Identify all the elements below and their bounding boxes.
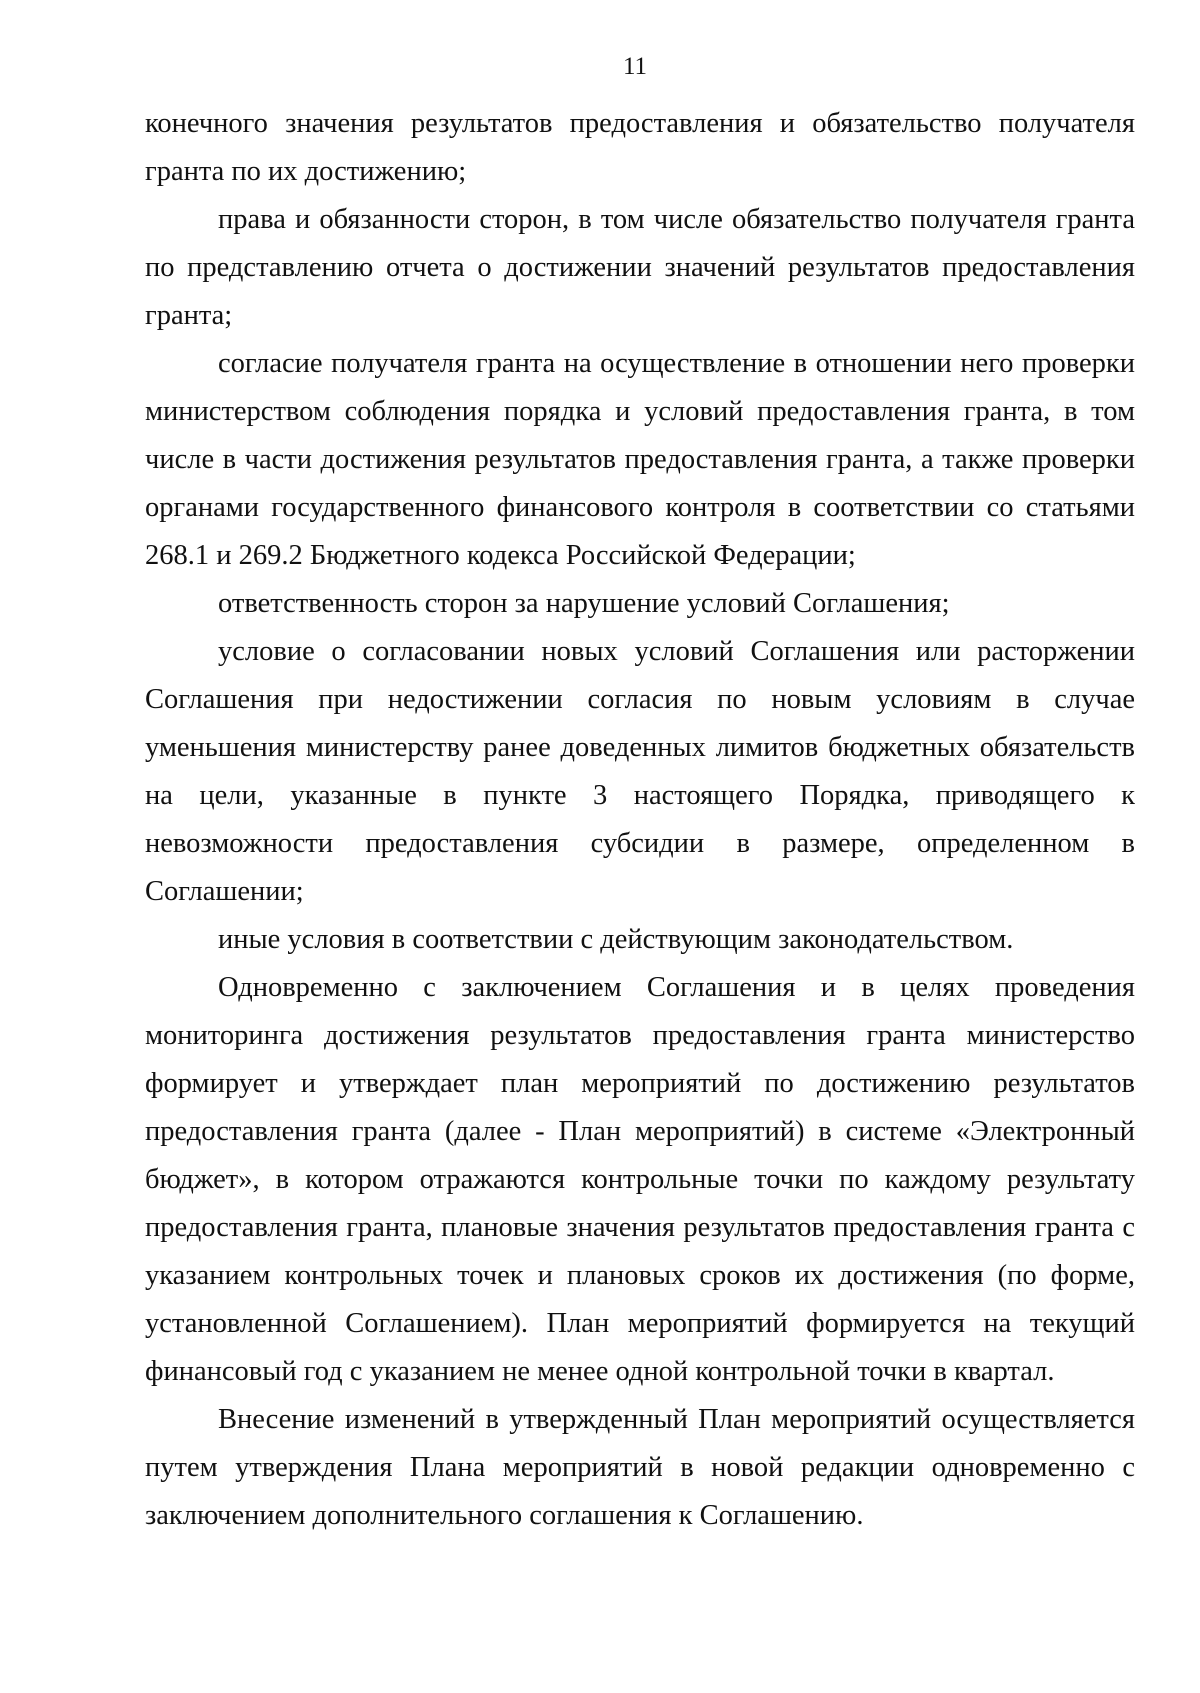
paragraph-plan-amendments: Внесение изменений в утвержденный План мероприятий осуществляется путем утверждения Плана мероприятий в новой редакции одновременно с заключением дополнительного соглашения к Соглашению. <box>145 1404 1135 1531</box>
paragraph-monitoring-plan: Одновременно с заключением Соглашения и в целях проведения мониторинга достижения результатов предоставления гранта министерство формирует и утверждает план мероприятий по достижению результатов предоставления гранта (далее - План мероприятий) в системе «Электронный бюджет», в котором отражаются контрольные точки по каждому результату предоставления гранта, плановые значения результатов предоставления гранта с указанием контрольных точек и плановых сроков их достижения (по форме, установленной Соглашением). План мероприятий формируется на текущий финансовый год с указанием не менее одной контрольной точки в квартал. <box>145 972 1135 1387</box>
paragraph-new-conditions: условие о согласовании новых условий Соглашения или расторжении Соглашения при недостижении согласия по новым условиям в случае уменьшения министерству ранее доведенных лимитов бюджетных обязательств на цели, указанные в пункте 3 настоящего Порядка, приводящего к невозможности предоставления субсидии в размере, определенном в Соглашении; <box>145 636 1135 907</box>
paragraph-consent-inspection: согласие получателя гранта на осуществление в отношении него проверки министерством соблюдения порядка и условий предоставления гранта, в том числе в части достижения результатов предоставления гранта, а также проверки органами государственного финансового контроля в соответствии со статьями 268.1 и 269.2 Бюджетного кодекса Российской Федерации; <box>145 348 1135 571</box>
paragraph-liability: ответственность сторон за нарушение условий Соглашения; <box>218 588 950 619</box>
paragraph-other-conditions: иные условия в соответствии с действующим законодательством. <box>218 924 1014 955</box>
document-body <box>145 100 1135 1540</box>
paragraph-rights-duties: права и обязанности сторон, в том числе обязательство получателя гранта по представлению отчета о достижении значений результатов предоставления гранта; <box>145 204 1135 331</box>
page-number: 11 <box>622 53 648 80</box>
paragraph-results-obligation: конечного значения результатов предоставления и обязательство получателя гранта по их достижению; <box>145 108 1135 187</box>
